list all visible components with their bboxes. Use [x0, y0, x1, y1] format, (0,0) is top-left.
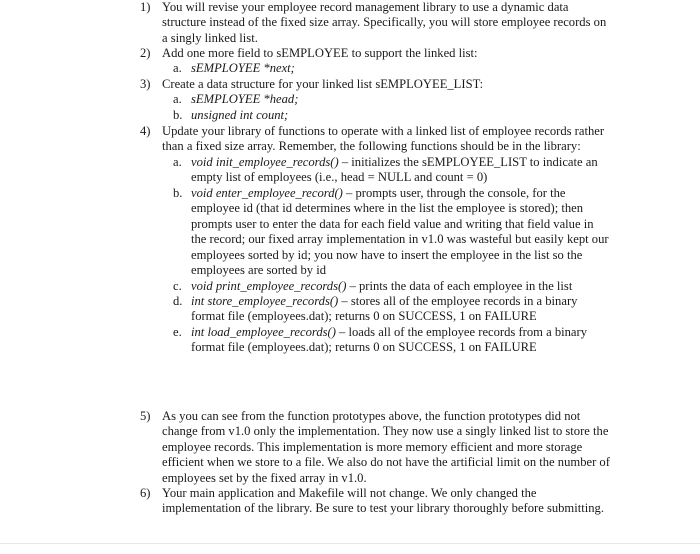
sub-letter: a. — [173, 154, 182, 169]
sub-item-init — [173, 155, 610, 186]
function-description: – prompts user, through the console, for the employee id (that id determines where in the list the employee is stored); then prompts user to enter the data for each field value and writing that field value in the record; our fixed array implementation in v1.0 was wasteful but easily kept our employees sorted by id; you now have to insert the employee in the list so the employees are sorted by id — [191, 185, 609, 278]
function-description: – loads all of the employee records from a binary format file (employees.dat); returns 0 on SUCCESS, 1 on FAILURE — [191, 324, 587, 355]
sub-letter: b. — [173, 185, 183, 200]
list-number: 1) — [140, 0, 151, 14]
list-item-text: As you can see from the function prototypes above, the function prototypes did not change from v1.0 only the implementation. They now use a singly linked list to store the employee records. This implementation is more memory efficient and more storage efficient when we store to a file. We also do not have the artificial limit on the number of employees set by the fixed array in v1.0. — [162, 409, 610, 485]
code-text: sEMPLOYEE *next; — [191, 61, 295, 76]
list-item-text: Add one more field to sEMPLOYEE to support the linked list: — [162, 46, 478, 60]
sub-letter: e. — [173, 324, 182, 339]
function-name: int load_employee_records() — [191, 324, 336, 339]
list-number: 4) — [140, 124, 151, 138]
code-text: unsigned int count; — [191, 107, 289, 122]
list-number: 2) — [140, 46, 151, 60]
list-item-2 — [140, 46, 610, 77]
list-item-1 — [140, 0, 610, 46]
sub-letter: b. — [173, 107, 183, 122]
sub-letter: d. — [173, 293, 183, 308]
sub-item-enter — [173, 186, 610, 279]
sub-item-head-field — [173, 92, 610, 107]
function-description: – prints the data of each employee in the list — [346, 278, 573, 293]
sub-letter: a. — [173, 92, 182, 107]
function-name: void init_employee_records() — [191, 154, 339, 169]
sub-letter: a. — [173, 61, 182, 76]
function-description: – stores all of the employee records in a binary format file (employees.dat); returns 0 on SUCCESS, 1 on FAILURE — [191, 293, 578, 324]
function-name: int store_employee_records() — [191, 293, 339, 308]
list-item-text: Your main application and Makefile will not change. We only changed the implementation of the library. Be sure to test your library thoroughly before submitting. — [162, 486, 604, 516]
function-description: – initializes the sEMPLOYEE_LIST to indicate an empty list of employees (i.e., head = NULL and count = 0) — [191, 154, 598, 185]
sub-item-next-field — [173, 61, 610, 76]
list-item-5 — [140, 409, 610, 486]
sub-item-print — [173, 279, 610, 294]
list-item-text: Update your library of functions to operate with a linked list of employee records rather than a fixed size array. Remember, the following functions should be in the library: — [162, 124, 605, 154]
sub-letter: c. — [173, 278, 182, 293]
code-text: sEMPLOYEE *head; — [191, 92, 299, 107]
list-item-text: Create a data structure for your linked list sEMPLOYEE_LIST: — [162, 77, 484, 91]
list-number: 6) — [140, 486, 151, 500]
function-name: void enter_employee_record() — [191, 185, 343, 200]
list-number: 5) — [140, 409, 151, 423]
list-item-4 — [140, 124, 610, 356]
list-item-3 — [140, 77, 610, 123]
list-item-6 — [140, 486, 610, 517]
page-bottom-divider — [0, 543, 700, 544]
function-name: void print_employee_records() — [191, 278, 347, 293]
sub-item-count-field — [173, 108, 610, 123]
sub-item-load — [173, 325, 610, 356]
sub-item-store — [173, 294, 610, 325]
list-item-text: You will revise your employee record management library to use a dynamic data structure instead of the fixed size array. Specifically, you will store employee records on a singly linked list. — [162, 0, 607, 45]
list-number: 3) — [140, 77, 151, 91]
